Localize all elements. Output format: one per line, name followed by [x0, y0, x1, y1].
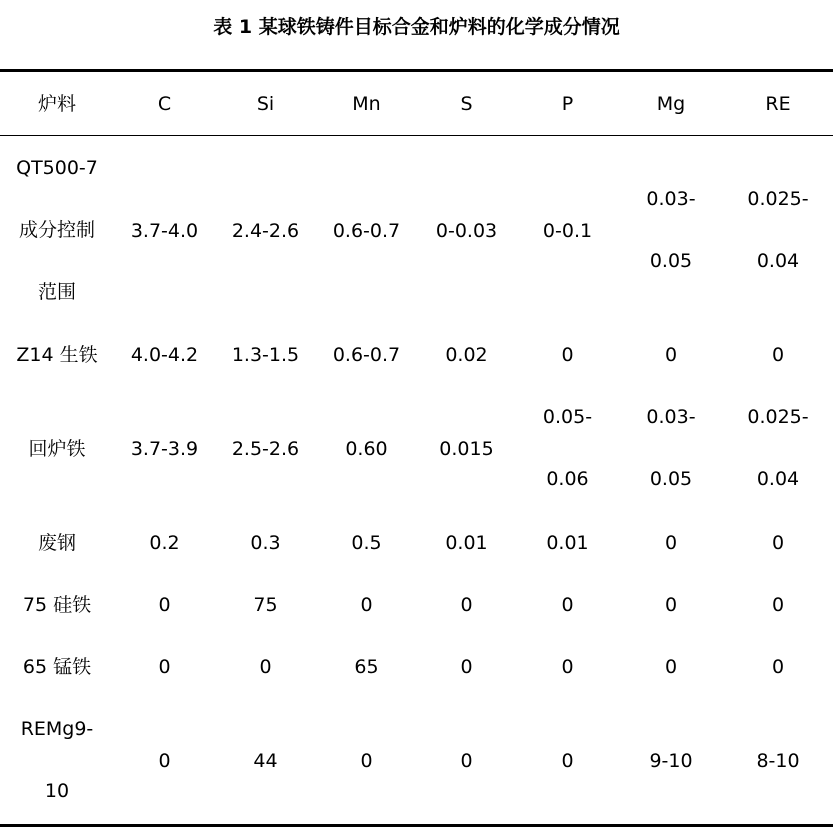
table-cell-s: 0-0.03 — [435, 220, 498, 242]
table-row-label: Z14 生铁 — [16, 344, 98, 366]
cell-line: 0.06 — [546, 468, 589, 490]
header-cell-si: Si — [256, 93, 275, 115]
bottom-rule — [0, 824, 833, 827]
cell-line: 0.03- — [646, 406, 696, 428]
row-label-line: REMg9- — [20, 718, 94, 740]
table-cell-s: 0.015 — [439, 438, 494, 460]
table-cell-mn: 0 — [360, 594, 373, 616]
table-caption: 表 1 某球铁铸件目标合金和炉料的化学成分情况 — [213, 16, 620, 38]
table-row-label: 回炉铁 — [28, 438, 86, 460]
table-cell-p: 0 — [561, 344, 574, 366]
table-cell-mg — [619, 168, 723, 292]
row-label-line: 成分控制 — [18, 219, 95, 241]
table-cell-mn: 0.5 — [351, 532, 382, 554]
cell-line: 0.025- — [747, 406, 809, 428]
table-cell-si: 44 — [253, 750, 278, 772]
table-cell-s: 0.01 — [445, 532, 488, 554]
table-cell-re: 8-10 — [756, 750, 800, 772]
cell-line: 0.04 — [756, 468, 800, 490]
table-row-label: 废钢 — [37, 532, 76, 554]
table-cell-p: 0 — [561, 656, 574, 678]
table-cell-p: 0.01 — [546, 532, 589, 554]
cell-line: 0.025- — [747, 188, 809, 210]
row-label-line: 范围 — [37, 281, 76, 303]
table-row-label: 65 锰铁 — [22, 656, 92, 678]
table-cell-re — [723, 168, 833, 292]
table-cell-c: 4.0-4.2 — [130, 344, 199, 366]
table-row-label — [0, 137, 114, 323]
table-cell-re — [723, 386, 833, 510]
row-label-line: 10 — [44, 780, 70, 802]
header-rule — [0, 135, 833, 136]
header-cell-s: S — [460, 93, 473, 115]
cell-line: 0.05- — [542, 406, 593, 428]
table-cell-c: 3.7-4.0 — [130, 220, 199, 242]
table-cell-re: 0 — [771, 656, 785, 678]
table-cell-c: 0 — [158, 750, 171, 772]
table-cell-mn: 65 — [354, 656, 379, 678]
table-cell-si: 0 — [259, 656, 272, 678]
table-cell-p: 0 — [561, 594, 574, 616]
table-cell-mn: 0.6-0.7 — [332, 344, 401, 366]
table-cell-si: 75 — [253, 594, 278, 616]
cell-line: 0.05 — [649, 250, 693, 272]
header-cell-re: RE — [765, 93, 791, 115]
table-cell-c: 0 — [158, 656, 171, 678]
table-cell-mg: 0 — [664, 532, 678, 554]
cell-line: 0.04 — [756, 250, 800, 272]
cell-line: 0.05 — [649, 468, 693, 490]
table-cell-mg: 0 — [664, 656, 678, 678]
table-row-label: 75 硅铁 — [22, 594, 92, 616]
table-cell-si: 2.5-2.6 — [231, 438, 300, 460]
table-cell-si: 0.3 — [250, 532, 281, 554]
table-cell-c: 0.2 — [149, 532, 180, 554]
table-cell-s: 0 — [460, 594, 473, 616]
table-cell-mg — [619, 386, 723, 510]
table-cell-p: 0 — [561, 750, 574, 772]
table-cell-re: 0 — [771, 594, 785, 616]
row-label-line: QT500-7 — [16, 157, 98, 179]
table-cell-p — [516, 386, 619, 510]
table-cell-p: 0-0.1 — [542, 220, 593, 242]
table-cell-mg: 0 — [664, 594, 678, 616]
table-cell-si: 1.3-1.5 — [231, 344, 300, 366]
table-cell-re: 0 — [771, 532, 785, 554]
table-cell-s: 0.02 — [445, 344, 488, 366]
header-cell-p: P — [561, 93, 574, 115]
cell-line: 0.03- — [646, 188, 696, 210]
table-cell-re: 0 — [771, 344, 785, 366]
header-cell-mn: Mn — [352, 93, 381, 115]
table-cell-mn: 0.60 — [345, 438, 388, 460]
table-row-label — [0, 698, 114, 822]
table-cell-si: 2.4-2.6 — [231, 220, 300, 242]
header-cell-c: C — [157, 93, 172, 115]
table-cell-mg: 0 — [664, 344, 678, 366]
top-rule — [0, 69, 833, 72]
table-cell-s: 0 — [460, 656, 473, 678]
table-cell-s: 0 — [460, 750, 473, 772]
table-cell-c: 3.7-3.9 — [130, 438, 199, 460]
table-cell-mn: 0 — [360, 750, 373, 772]
header-cell-mg: Mg — [656, 93, 686, 115]
table-cell-c: 0 — [158, 594, 171, 616]
header-cell-material: 炉料 — [37, 93, 76, 115]
table-cell-mg: 9-10 — [649, 750, 693, 772]
table-cell-mn: 0.6-0.7 — [332, 220, 401, 242]
